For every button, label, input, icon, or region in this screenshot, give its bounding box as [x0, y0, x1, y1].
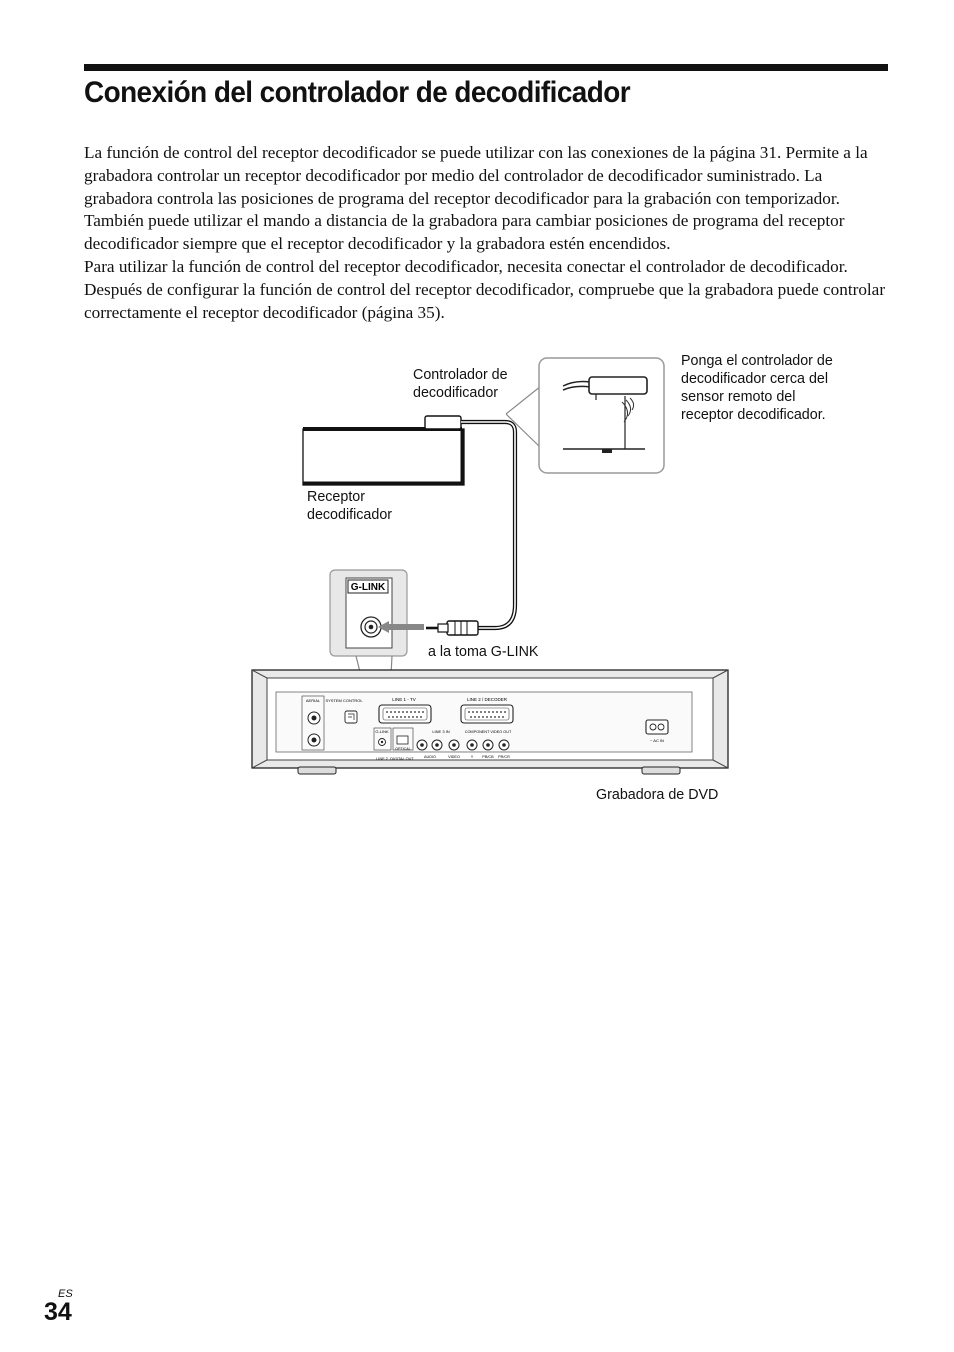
recorder-label: Grabadora de DVD — [596, 787, 719, 803]
callout-lines — [506, 386, 541, 448]
svg-text:VIDEO: VIDEO — [448, 755, 460, 759]
svg-text:OPTICAL: OPTICAL — [395, 747, 411, 751]
placement-note: Ponga el controlador de decodificador cerca del sensor remoto del receptor decodificador. — [681, 353, 833, 423]
svg-text:LINE 3 IN: LINE 3 IN — [432, 729, 450, 734]
svg-text:AUDIO: AUDIO — [423, 755, 437, 759]
svg-text:G-LINK: G-LINK — [375, 729, 389, 734]
controller-cable — [461, 422, 515, 628]
connection-diagram — [0, 340, 954, 820]
svg-text:AERIAL: AERIAL — [305, 698, 321, 703]
svg-text:LINE 1 - TV: LINE 1 - TV — [392, 697, 416, 702]
top-rule — [84, 64, 888, 71]
svg-text:DIGITAL OUT: DIGITAL OUT — [390, 757, 414, 761]
decoder-receiver-illustration — [303, 416, 464, 485]
svg-text:COMPONENT VIDEO OUT: COMPONENT VIDEO OUT — [464, 730, 512, 734]
receiver-label: Receptor decodificador — [307, 489, 393, 523]
svg-text:LINE 2: LINE 2 — [376, 757, 388, 761]
glink-jack-label: G-LINK — [350, 582, 386, 593]
svg-text:LINE 2 / DECODER: LINE 2 / DECODER — [466, 697, 508, 702]
language-code: ES — [58, 1288, 73, 1300]
paragraph-1: La función de control del receptor decodificador se puede utilizar con las conexiones de la página 31. Permite a la grabadora controlar un receptor decodificador por medio del controlador de decodificador suministrado. La grabadora controla las posiciones de programa del receptor decodificador para la grabación con temporizador. También puede utilizar el mando a distancia de la grabadora para cambiar posiciones de programa del receptor decodificador siempre que el receptor decodificador y la grabadora estén encendidos. — [84, 143, 868, 254]
svg-text:PB/CB: PB/CB — [482, 755, 494, 759]
controller-label: Controlador de decodificador — [413, 367, 508, 401]
dvd-recorder-illustration — [252, 670, 728, 774]
page-number: 34 — [44, 1298, 72, 1326]
mini-plug-illustration — [426, 621, 478, 635]
svg-text:PR/CR: PR/CR — [498, 755, 510, 759]
paragraph-2: Para utilizar la función de control del receptor decodificador, necesita conectar el controlador de decodificador. Después de configurar la función de control del receptor decodificador, compruebe que la grabadora puede controlar correctamente el receptor decodificador (página 35). — [84, 256, 886, 322]
page-title: Conexión del controlador de decodificador — [84, 76, 631, 109]
svg-text:SYSTEM CONTROL: SYSTEM CONTROL — [325, 698, 363, 703]
svg-text:~ AC IN: ~ AC IN — [650, 738, 664, 743]
plug-label: a la toma G-LINK — [428, 644, 539, 660]
svg-text:Y: Y — [470, 755, 474, 759]
body-text — [84, 142, 894, 324]
inset-frame — [539, 358, 664, 473]
